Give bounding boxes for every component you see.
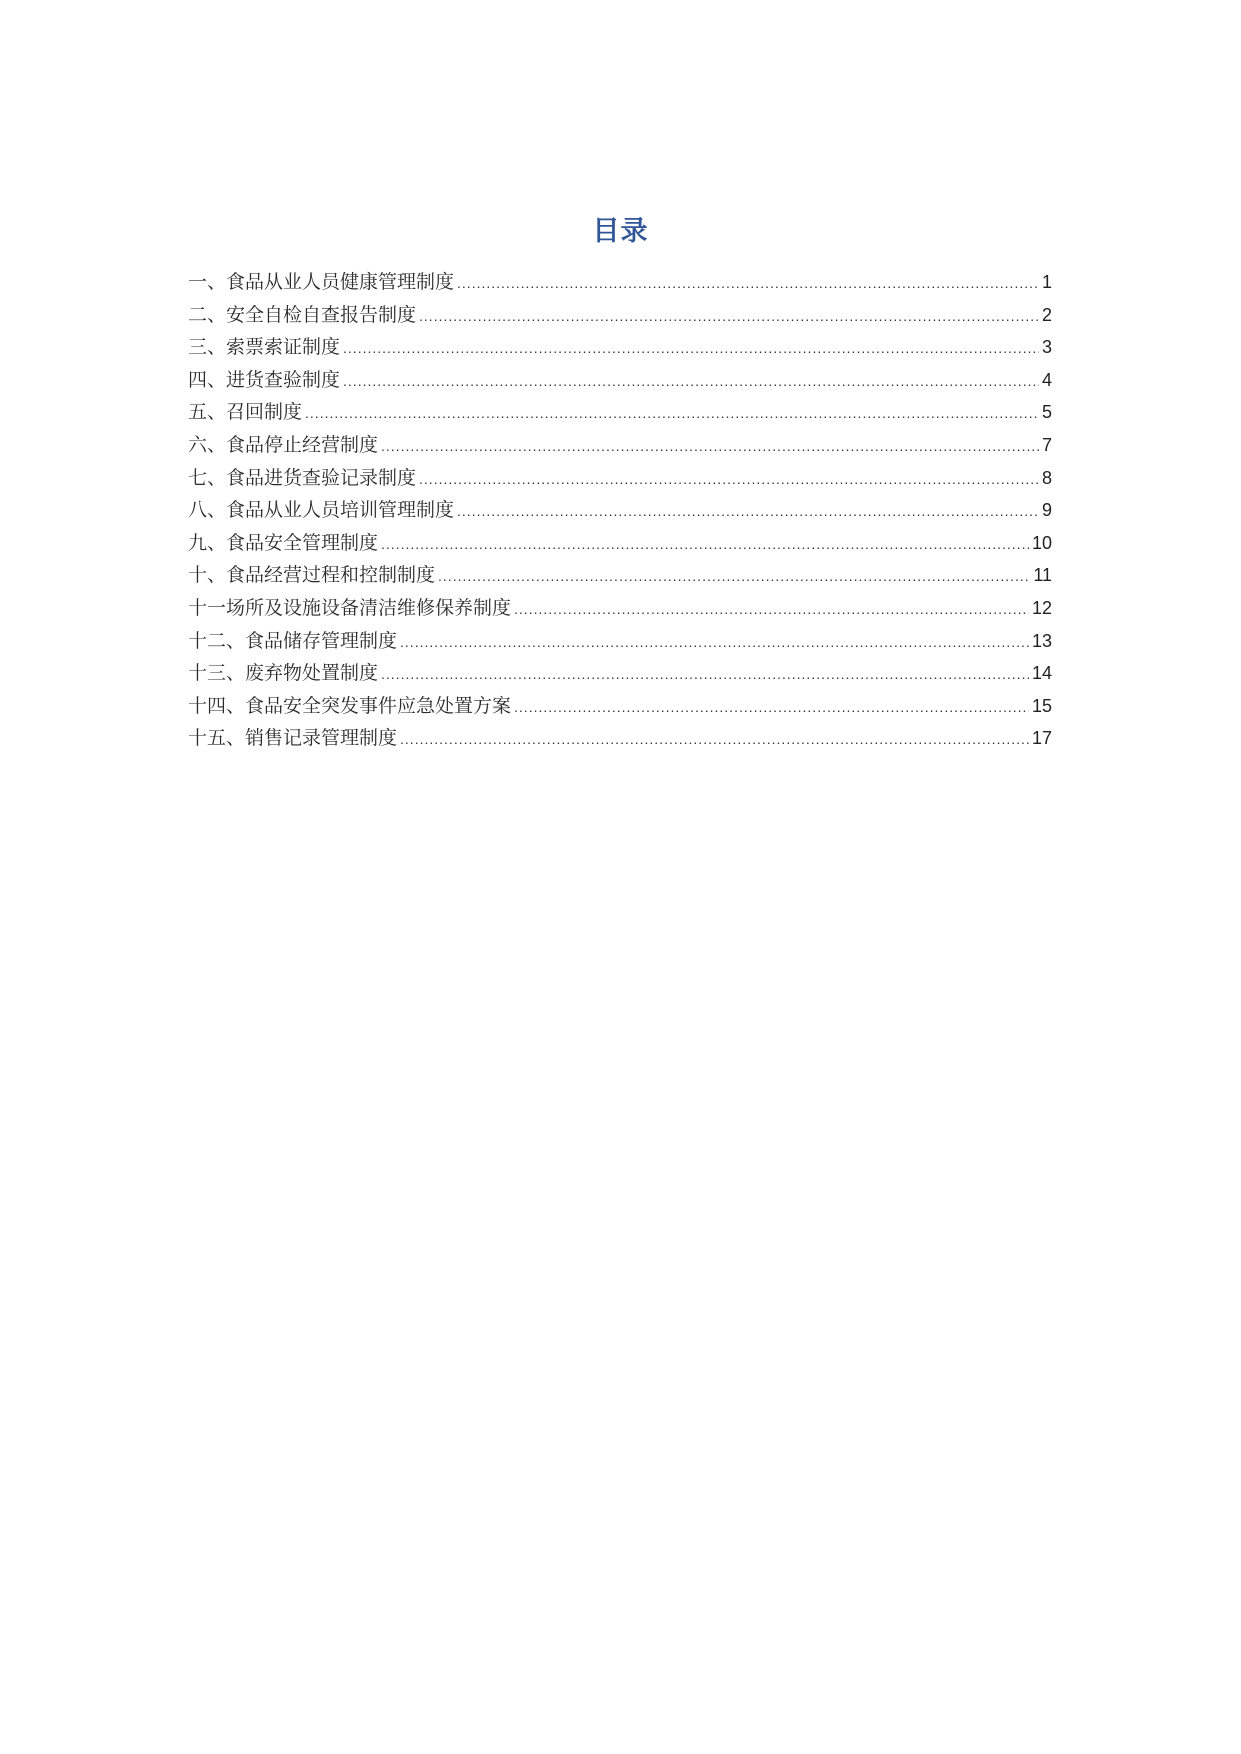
toc-page-number: 13 xyxy=(1031,630,1052,651)
toc-page-number: 4 xyxy=(1041,369,1052,390)
toc-entry-number: 五、 xyxy=(188,401,227,424)
toc-entry-number: 六、 xyxy=(188,433,227,456)
toc-entry-number: 三、 xyxy=(188,336,227,359)
toc-dot-leader xyxy=(438,560,1030,592)
toc-entry-title: 召回制度 xyxy=(226,401,303,424)
toc-entry-number: 八、 xyxy=(188,499,227,522)
toc-entry-number: 四、 xyxy=(188,368,227,391)
toc-entry-number: 九、 xyxy=(188,531,227,554)
toc-page-number: 17 xyxy=(1031,728,1052,749)
toc-page-number: 11 xyxy=(1033,565,1052,586)
toc-page-number: 7 xyxy=(1041,434,1052,455)
toc-entry[interactable] xyxy=(188,429,1052,462)
toc-entry-number: 一、 xyxy=(188,271,227,293)
toc-entry[interactable] xyxy=(188,266,1052,299)
toc-page-number: 15 xyxy=(1031,695,1052,716)
toc-dot-leader xyxy=(514,593,1029,625)
toc-entry-number: 十四、 xyxy=(188,694,246,717)
toc-entry-title: 食品储存管理制度 xyxy=(245,629,398,652)
toc-entry-number: 十一 xyxy=(188,596,227,619)
toc-entry-title: 食品安全突发事件应急处置方案 xyxy=(245,694,512,717)
toc-entry[interactable] xyxy=(188,364,1052,397)
toc-entry[interactable] xyxy=(188,625,1052,658)
toc-page-number: 9 xyxy=(1041,500,1052,521)
toc-dot-leader xyxy=(514,691,1029,723)
toc-dot-leader xyxy=(381,430,1039,462)
toc-entry-title: 进货查验制度 xyxy=(226,368,341,391)
toc-page-number: 12 xyxy=(1031,597,1052,618)
toc-entry-title: 食品从业人员培训管理制度 xyxy=(226,499,455,522)
toc-entry-title: 食品进货查验记录制度 xyxy=(226,466,417,489)
toc-page-number: 14 xyxy=(1031,663,1052,684)
toc-dot-leader xyxy=(305,397,1039,429)
toc-entry[interactable] xyxy=(188,396,1052,429)
toc-entry-number: 十五、 xyxy=(188,727,246,750)
toc-dot-leader xyxy=(457,267,1039,299)
toc-entry[interactable] xyxy=(188,462,1052,495)
toc-entry-title: 场所及设施设备清洁维修保养制度 xyxy=(226,596,512,619)
toc-title: 目录 xyxy=(592,216,649,247)
toc-entry[interactable] xyxy=(188,559,1052,592)
toc-entry-title: 安全自检自查报告制度 xyxy=(226,303,417,326)
table-of-contents xyxy=(188,266,1052,755)
toc-dot-leader xyxy=(457,495,1039,527)
toc-entry-title: 食品安全管理制度 xyxy=(226,531,379,554)
toc-dot-leader xyxy=(400,626,1029,658)
toc-entry[interactable] xyxy=(188,331,1052,364)
toc-entry-title: 销售记录管理制度 xyxy=(245,727,398,750)
toc-page-number: 2 xyxy=(1041,304,1052,325)
toc-dot-leader xyxy=(343,332,1039,364)
toc-entry[interactable] xyxy=(188,592,1052,625)
toc-entry-title: 废弃物处置制度 xyxy=(245,662,379,685)
toc-entry[interactable] xyxy=(188,690,1052,723)
toc-page-number: 1 xyxy=(1041,272,1052,292)
toc-dot-leader xyxy=(381,658,1029,690)
toc-entry-title: 食品从业人员健康管理制度 xyxy=(226,271,455,293)
toc-entry-title: 食品停止经营制度 xyxy=(226,433,379,456)
toc-dot-leader xyxy=(419,463,1039,495)
toc-entry[interactable] xyxy=(188,527,1052,560)
toc-page-number: 5 xyxy=(1041,402,1052,423)
toc-entry-number: 十、 xyxy=(188,564,227,587)
toc-entry[interactable] xyxy=(188,299,1052,332)
toc-dot-leader xyxy=(419,300,1039,332)
toc-page-number: 3 xyxy=(1041,337,1052,358)
toc-dot-leader xyxy=(343,365,1039,397)
toc-dot-leader xyxy=(381,528,1029,560)
toc-entry[interactable] xyxy=(188,494,1052,527)
toc-dot-leader xyxy=(400,723,1029,755)
toc-entry[interactable] xyxy=(188,657,1052,690)
toc-page-number: 10 xyxy=(1031,532,1052,553)
toc-page-number: 8 xyxy=(1041,467,1052,488)
toc-entry-number: 七、 xyxy=(188,466,227,489)
toc-entry-number: 十二、 xyxy=(188,629,246,652)
toc-entry-number: 二、 xyxy=(188,303,227,326)
toc-entry-title: 食品经营过程和控制制度 xyxy=(226,564,436,587)
toc-entry-title: 索票索证制度 xyxy=(226,336,341,359)
toc-entry[interactable] xyxy=(188,722,1052,755)
toc-entry-number: 十三、 xyxy=(188,662,246,685)
